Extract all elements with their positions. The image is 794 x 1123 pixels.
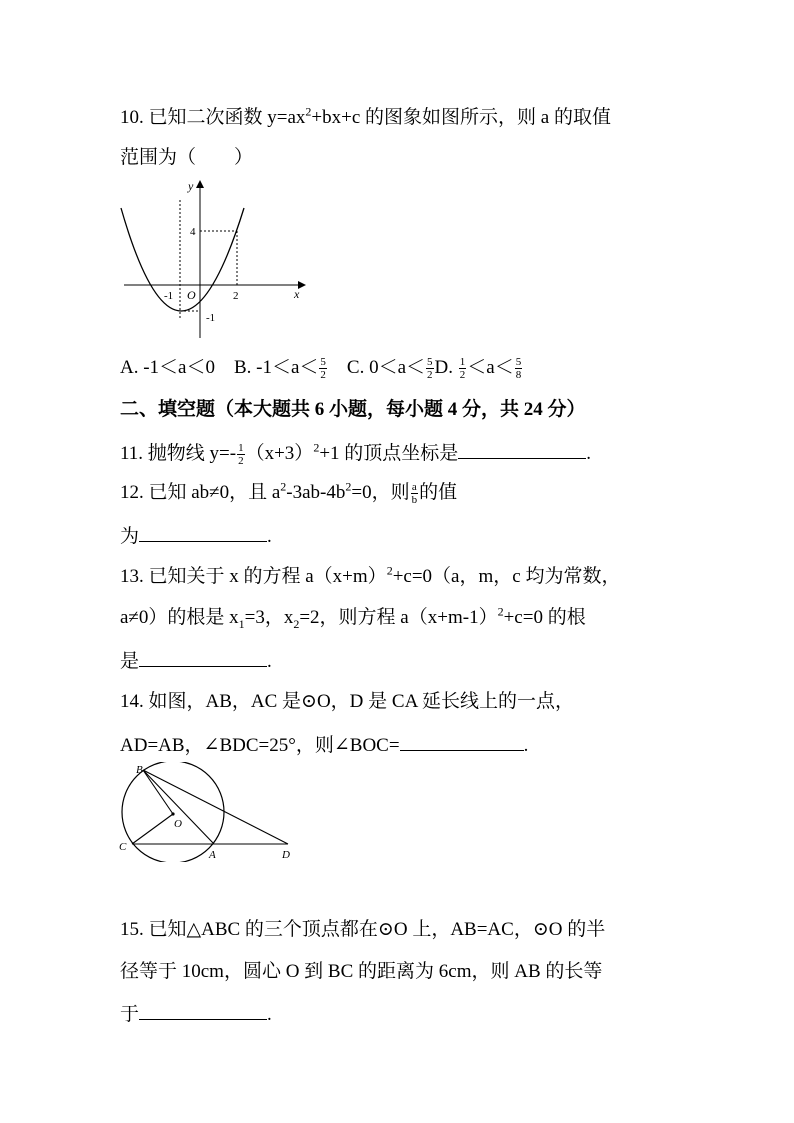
- q13-answer-blank[interactable]: [139, 648, 267, 667]
- q14-answer-blank[interactable]: [400, 732, 524, 751]
- q11: 11. 抛物线 y=- $\frac{1}{2}$ $(x+3)^2+1$ 的顶点坐标是 .: [120, 440, 592, 468]
- q12-line-2: 为 .: [120, 523, 272, 549]
- q10-line-2: 范围为（ ）: [120, 147, 254, 168]
- section-2-title: 二、填空题（本大题共 6 小题，每小题 4 分，共 24 分）: [120, 399, 586, 420]
- y-axis-label: y: [188, 179, 194, 193]
- circle-o: [122, 762, 224, 862]
- q13-line-1: 13. 已知关于 x 的方程 $a(x+m)^2+c=0(a$，m，c 均为常数，: [120, 563, 621, 587]
- label-A: A: [209, 849, 216, 861]
- q10-parabola-figure: [118, 178, 308, 343]
- q11-answer-blank[interactable]: [458, 440, 586, 459]
- q12-answer-blank[interactable]: [139, 523, 267, 542]
- tick-neg1-x: -1: [164, 290, 174, 302]
- label-C: C: [119, 841, 127, 853]
- q15-line-3: 于 .: [120, 1001, 272, 1027]
- label-B: B: [136, 764, 143, 776]
- q15-answer-blank[interactable]: [139, 1001, 267, 1020]
- label-O: O: [174, 818, 182, 830]
- q12-line-1: 12. 已知 ab≠0，且 $a^2-3ab-4b^2=0$，则 $\frac{a}{b}$ 的值: [120, 479, 458, 507]
- q10-options: A. -1＜a＜0 B. -1＜a＜ $\frac{5}{2}$ C. 0＜a＜ $\frac{5}{2}$ D. $\frac{1}{2}$ ＜a＜ $\frac{5}{8}$: [120, 356, 522, 382]
- origin-label: O: [187, 288, 196, 302]
- tick-4: 4: [190, 226, 196, 238]
- q15-line-2: 径等于 10cm，圆心 O 到 BC 的距离为 6cm，则 AB 的长等: [120, 961, 603, 982]
- q14-line-1: 14. 如图，AB，AC 是⊙O，D 是 CA 延长线上的一点，: [120, 691, 574, 712]
- label-D: D: [282, 849, 290, 861]
- q10-line-1: 10. 已知二次函数 $y=ax^2+bx+c$ 的图象如图所示，则 a 的取值: [120, 104, 611, 128]
- q15-line-1: 15. 已知△ABC 的三个顶点都在⊙O 上，AB=AC，⊙O 的半: [120, 919, 606, 940]
- x-axis-label: x: [294, 287, 300, 301]
- q13-line-3: 是 .: [120, 648, 272, 674]
- q13-line-2: a≠0）的根是 $x_1=3$，$x_2=2$，则方程 $a(x+m-1)^2+c=0$ 的根: [120, 604, 586, 631]
- q14-line-2: AD=AB，∠BDC=25°，则∠BOC= .: [120, 732, 528, 758]
- tick-neg1-y: -1: [206, 312, 216, 324]
- q14-circle-figure: [116, 762, 306, 862]
- tick-2: 2: [233, 290, 239, 302]
